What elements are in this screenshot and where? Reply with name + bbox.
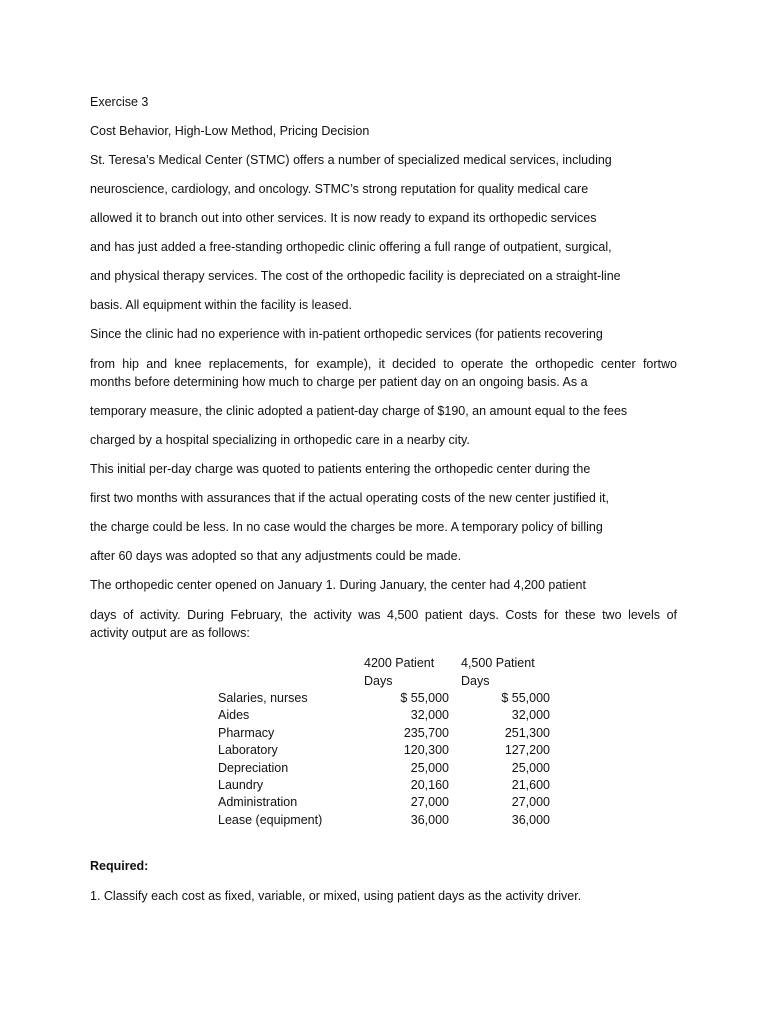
cost-value-february: 36,000: [511, 812, 550, 827]
table-row: [218, 812, 558, 829]
cost-label: Lease (equipment): [218, 812, 323, 827]
table-row: [218, 760, 558, 777]
cost-value-february: 32,000: [511, 708, 550, 723]
cost-value-january: 27,000: [410, 795, 449, 810]
cost-label: Depreciation: [218, 760, 289, 775]
paragraph-line: temporary measure, the clinic adopted a patient-day charge of $190, an amount equal to the fees: [90, 404, 628, 418]
required-item: 1. Classify each cost as fixed, variable, or mixed, using patient days as the activity driver.: [90, 889, 582, 903]
cost-table-header: [218, 654, 558, 690]
table-row: [218, 707, 558, 724]
cost-value-january: 120,300: [403, 743, 449, 758]
cost-label: Laundry: [218, 777, 264, 792]
column-header-february: [461, 654, 535, 690]
table-row: [218, 742, 558, 759]
table-row: [218, 794, 558, 811]
cost-value-february: 27,000: [511, 795, 550, 810]
cost-value-february: $ 55,000: [501, 691, 550, 705]
column-header-line: Days: [461, 674, 490, 688]
cost-label: Administration: [218, 795, 298, 810]
paragraph-line: days of activity. During February, the activity was 4,500 patient days. Costs for these two levels of: [90, 608, 677, 622]
cost-label: Laboratory: [218, 743, 278, 758]
paragraph-line: first two months with assurances that if the actual operating costs of the new center justified it,: [90, 491, 610, 505]
paragraph-line: after 60 days was adopted so that any adjustments could be made.: [90, 549, 462, 563]
paragraph-line: St. Teresa’s Medical Center (STMC) offers a number of specialized medical services, including: [90, 153, 612, 167]
paragraph-line: neuroscience, cardiology, and oncology. STMC’s strong reputation for quality medical care: [90, 182, 589, 196]
cost-value-january: 25,000: [410, 760, 449, 775]
cost-value-february: 25,000: [511, 760, 550, 775]
paragraph-line: and has just added a free-standing orthopedic clinic offering a full range of outpatient, surgical,: [90, 240, 612, 254]
table-row: [218, 725, 558, 742]
paragraph-line: charged by a hospital specializing in orthopedic care in a nearby city.: [90, 433, 470, 447]
cost-value-january: $ 55,000: [400, 691, 449, 705]
column-header-january: [364, 654, 434, 690]
paragraph-line: basis. All equipment within the facility is leased.: [90, 298, 352, 312]
cost-value-january: 32,000: [410, 708, 449, 723]
paragraph-line: This initial per-day charge was quoted to patients entering the orthopedic center during the: [90, 462, 591, 476]
paragraph-line: allowed it to branch out into other services. It is now ready to expand its orthopedic services: [90, 211, 597, 225]
required-heading: Required:: [90, 859, 149, 873]
cost-value-february: 251,300: [504, 725, 550, 740]
column-header-line: 4,500 Patient: [461, 656, 535, 670]
cost-value-february: 127,200: [504, 743, 550, 758]
exercise-subtitle: Cost Behavior, High-Low Method, Pricing Decision: [90, 124, 370, 138]
cost-value-january: 20,160: [410, 777, 449, 792]
paragraph-line: The orthopedic center opened on January 1. During January, the center had 4,200 patient: [90, 578, 586, 592]
paragraph-line: Since the clinic had no experience with in-patient orthopedic services (for patients recovering: [90, 327, 603, 341]
cost-table: [218, 654, 558, 829]
paragraph-line: the charge could be less. In no case would the charges be more. A temporary policy of billing: [90, 520, 603, 534]
cost-value-january: 235,700: [403, 725, 449, 740]
cost-value-february: 21,600: [511, 777, 550, 792]
justified-paragraph: [90, 355, 677, 391]
exercise-title: Exercise 3: [90, 95, 149, 109]
justified-paragraph: [90, 606, 677, 642]
paragraph-line: from hip and knee replacements, for example), it decided to operate the orthopedic center fortwo: [90, 357, 677, 371]
cost-label: Pharmacy: [218, 725, 275, 740]
cost-label: Salaries, nurses: [218, 691, 308, 705]
table-row: [218, 777, 558, 794]
cost-label: Aides: [218, 708, 250, 723]
paragraph-line: activity output are as follows:: [90, 626, 250, 640]
column-header-line: Days: [364, 674, 393, 688]
paragraph-line: months before determining how much to charge per patient day on an ongoing basis. As a: [90, 375, 588, 389]
table-row: [218, 690, 558, 707]
column-header-line: 4200 Patient: [364, 656, 435, 670]
paragraph-line: and physical therapy services. The cost of the orthopedic facility is depreciated on a straight-line: [90, 269, 621, 283]
cost-value-january: 36,000: [410, 812, 449, 827]
